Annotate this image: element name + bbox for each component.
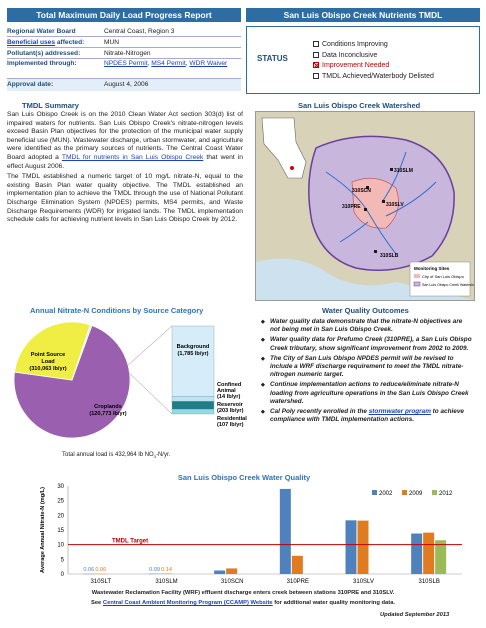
x-tick-label: 310SCN <box>220 579 244 585</box>
map-legend-city: City of San Luis Obispo <box>422 274 464 279</box>
map-legend-watershed: San Luis Obispo Creek Watershed <box>422 283 474 287</box>
y-tick-label: 0 <box>60 572 64 578</box>
x-tick-label: 310SLM <box>155 579 178 585</box>
updated-date: Updated September 2013 <box>380 612 450 618</box>
pie-label-animal: Animal <box>217 388 236 394</box>
outcomes-list <box>260 318 474 426</box>
bar-2002-310SLB <box>411 534 422 574</box>
board-label: Regional Water Board <box>7 28 76 35</box>
bar-value-label: 0.09 <box>149 567 160 573</box>
outcome-item: ◆ Continue implementation actions to reduce/eliminate nitrate-N loading from agriculture operations in the San Luis Obispo Creek watershed. <box>270 381 474 406</box>
water-quality-bar-chart <box>10 472 478 592</box>
outcome-item: ◆ Cal Poly recently enrolled in the stormwater program to achieve compliance with TMDL implementation actions. <box>270 408 474 424</box>
status-label: STATUS <box>257 54 288 63</box>
pie-label-background: (1,785 lb/yr) <box>177 351 209 357</box>
pollutant-label: Pollutant(s) addressed: <box>7 50 81 57</box>
tmdl-title: San Luis Obispo Creek Nutrients TMDL <box>246 8 480 22</box>
pie-breakdown-bar <box>172 409 214 414</box>
bar-2002-310SCN <box>214 570 225 574</box>
footer-note: Wastewater Reclamation Facility (WRF) effluent discharge enters creek between stations 310PRE and 310SLV. <box>91 590 395 596</box>
pie-breakdown-bar <box>172 326 214 397</box>
outcomes-title: Water Quality Outcomes <box>322 306 409 315</box>
pie-label-point-source: Point Source <box>30 352 66 358</box>
board-value: Central Coast, Region 3 <box>104 28 175 35</box>
tmdl-nutrients-link[interactable]: TMDL for nutrients in San Luis Obispo Creek <box>61 153 204 161</box>
checked-checkbox-icon <box>313 62 319 68</box>
x-tick-label: 310PRE <box>286 579 310 585</box>
bar-2009-310PRE <box>292 556 303 574</box>
legend-label-2009: 2009 <box>409 491 423 497</box>
bar-2009-310SLB <box>423 533 434 574</box>
map-title: San Luis Obispo Creek Watershed <box>298 101 421 110</box>
map-site-label: 310PRE <box>342 204 361 210</box>
ms4-permit-link[interactable]: MS4 Permit <box>151 60 186 67</box>
pie-label-point-source: Load <box>41 359 55 365</box>
report-title: Total Maximum Daily Load Progress Report <box>7 8 241 22</box>
map-legend-title: Monitoring Sites <box>414 266 450 271</box>
nitrate-pie-chart <box>12 318 248 450</box>
pie-label-reservoir: Reservoir <box>217 402 243 408</box>
map-site-label: 310SLV <box>386 202 404 208</box>
bar-value-label: 0.06 <box>83 567 95 573</box>
y-tick-label: 5 <box>60 557 64 564</box>
stormwater-program-link[interactable]: stormwater program <box>368 408 431 416</box>
checkbox-icon <box>313 73 319 79</box>
pie-label-animal: Confined <box>217 382 242 388</box>
bar-value-label: 0.14 <box>161 567 172 573</box>
checkbox-icon <box>313 41 319 47</box>
approval-label: Approval date: <box>7 81 54 88</box>
legend-swatch-2009 <box>402 490 407 495</box>
pie-label-residential: (107 lb/yr) <box>217 422 244 428</box>
pie-title: Annual Nitrate-N Conditions by Source Category <box>30 306 204 315</box>
watershed-map <box>255 111 475 301</box>
pie-label-reservoir: (203 lb/yr) <box>217 408 244 414</box>
y-axis-label: Average Annual Nitrate-N (mg/L) <box>40 487 46 573</box>
bar-2002-310PRE <box>280 489 291 574</box>
bar-2009-310SLV <box>358 521 369 574</box>
legend-label-2002: 2002 <box>379 491 393 497</box>
map-site-label: 310SLM <box>394 168 413 174</box>
bar-2002-310SLV <box>346 520 357 574</box>
x-tick-label: 310SLV <box>353 579 374 585</box>
status-box <box>246 26 480 94</box>
y-tick-label: 25 <box>57 498 64 505</box>
info-table: Regional Water Board Central Coast, Region 3 Beneficial uses affected: MUN Pollutant(s) addressed: Nitrate-Nitrogen Implemented through: NPDES Permit, MS4 Permit, WDR Waiver Approval date: August 4, 2006 <box>7 26 241 91</box>
legend-swatch-2012 <box>432 490 437 495</box>
checkbox-icon <box>313 52 319 58</box>
pollutant-value: Nitrate-Nitrogen <box>104 50 151 57</box>
y-tick-label: 15 <box>57 528 64 534</box>
map-site-label: 310SLB <box>380 253 399 259</box>
pie-label-residential: Residential <box>217 416 247 422</box>
beneficial-uses-link[interactable]: Beneficial uses <box>7 39 56 46</box>
bar-value-label: 0.06 <box>95 567 107 573</box>
approval-value: August 4, 2006 <box>104 81 149 88</box>
implemented-label: Implemented through: <box>7 60 77 67</box>
y-tick-label: 10 <box>57 542 64 549</box>
status-improvement-needed: Improvement Needed <box>313 61 434 72</box>
outcome-item: ◆ Water quality data demonstrate that the nitrate-N objectives are not being met in San Luis Obispo Creek. <box>270 318 474 334</box>
outcome-item: ◆ Water quality data for Prefumo Creek (310PRE), a San Luis Obispo Creek tributary, show significant improvement from 2002 to 2009. <box>270 336 474 352</box>
footer-see: See Central Coast Ambient Monitoring Program (CCAMP) Website for additional water quality monitoring data. <box>90 600 396 606</box>
pie-label-background: Background <box>176 344 210 350</box>
bar-chart-title: San Luis Obispo Creek Water Quality <box>177 473 311 482</box>
legend-label-2012: 2012 <box>439 491 453 497</box>
summary-title: TMDL Summary <box>22 101 79 110</box>
legend-swatch-2002 <box>372 490 377 495</box>
y-tick-label: 20 <box>57 513 64 520</box>
y-tick-label: 30 <box>57 484 64 490</box>
uses-value: MUN <box>104 39 120 46</box>
pie-breakdown-bar <box>172 401 214 409</box>
status-list <box>313 40 434 82</box>
summary-text: San Luis Obispo Creek is on the 2010 Clean Water Act section 303(d) list of impaired waters for nutrients. San Luis Obispo Creek's nitrate-nitrogen levels exceed Basin Plan objectives for the protection of the municipal water supply beneficial use (MUN). Wastewater discharge, urban stormwater, and agriculture were identified as the primary sources of nutrients. The Central Coast Water Board adopted a TMDL for nutrients in San Luis Obispo Creek that went in effect August 2006. The TMDL established a numeric target of 10 mg/L nitrate-N, equal to the existing Basin Plan water quality objective. The TMDL established an implementation plan to achieve the TMDL through the use of National Pollutant Discharge Elimination System (NPDES) permits, MS4 permits, and Waste Discharge Requirements (WDR) for irrigated lands. The TMDL implementation schedule calls for achieving nutrient levels in San Luis Obispo Creek by 2012. <box>7 111 243 224</box>
pie-label-croplands: (120,773 lb/yr) <box>89 411 127 417</box>
pie-total: Total annual load is 432,964 lb $NO_3-N/yr$. <box>62 452 171 460</box>
summary-p2: The TMDL established a numeric target of 10 mg/L nitrate-N, equal to the existing Basin Plan water quality objective. The TMDL established an implementation plan to achieve the TMDL through the use of National Pollutant Discharge Elimination System (NPDES) permits, MS4 permits, and Waste Discharge Requirements (WDR) for irrigated lands. The TMDL implementation schedule calls for achieving nutrient levels in San Luis Obispo Creek by 2012. <box>7 173 243 224</box>
npdes-permit-link[interactable]: NPDES Permit <box>104 60 148 67</box>
x-tick-label: 310SLB <box>418 579 440 585</box>
x-tick-label: 310SLT <box>90 579 112 585</box>
pie-label-animal: (14 lb/yr) <box>217 394 241 400</box>
pie-label-croplands: Croplands <box>94 404 122 410</box>
map-site-label: 310SCN <box>352 188 371 194</box>
uses-suffix: affected: <box>55 39 85 46</box>
status-tmdl-achieved: TMDL Achieved/Waterbody Delisted <box>313 72 434 83</box>
pie-breakdown-bar <box>172 397 214 402</box>
bar-2009-310SCN <box>226 568 237 574</box>
pie-label-point-source: (310,063 lb/yr) <box>29 366 67 372</box>
tmdl-target-label: TMDL Target <box>112 538 149 545</box>
ccamp-link[interactable]: Central Coast Ambient Monitoring Program (CCAMP) Website <box>102 600 273 606</box>
status-data-inconclusive: Data Inconclusive <box>313 51 434 62</box>
wdr-waiver-link[interactable]: WDR Waiver <box>189 60 228 67</box>
outcome-item: ◆ The City of San Luis Obispo NPDES permit will be revised to include a WRF discharge requirement to meet the TMDL nitrate-nitrogen numeric target. <box>270 355 474 380</box>
bar-2012-310SLB <box>435 540 446 574</box>
status-conditions-improving: Conditions Improving <box>313 40 434 51</box>
